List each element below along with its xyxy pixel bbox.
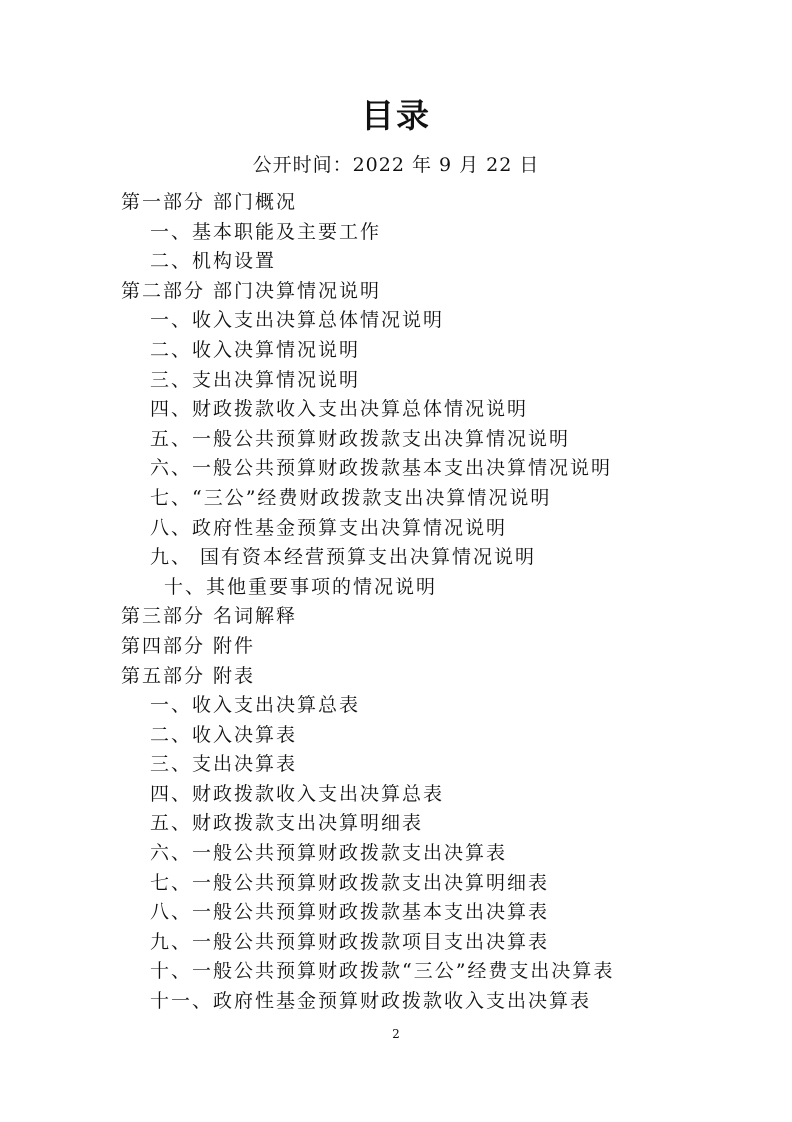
toc-item: 十、其他重要事项的情况说明	[164, 575, 438, 598]
toc-section-heading: 第四部分 附件	[121, 634, 256, 657]
toc-item: 九、一般公共预算财政拨款项目支出决算表	[150, 930, 550, 953]
toc-item: 五、财政拨款支出决算明细表	[150, 812, 424, 835]
toc-item: 八、一般公共预算财政拨款基本支出决算表	[150, 901, 550, 924]
toc-item: 三、支出决算表	[150, 753, 298, 776]
page-title: 目录	[361, 96, 431, 135]
toc-item: 一、基本职能及主要工作	[150, 220, 382, 243]
toc-item: 七、一般公共预算财政拨款支出决算明细表	[150, 871, 550, 894]
publish-date: 公开时间：2022 年 9 月 22 日	[252, 154, 540, 176]
toc-item: 五、一般公共预算财政拨款支出决算情况说明	[150, 427, 571, 450]
toc-item: 七、“三公”经费财政拨款支出决算情况说明	[150, 486, 552, 509]
toc-item: 十一、政府性基金预算财政拨款收入支出决算表	[150, 990, 592, 1013]
toc-item: 二、收入决算表	[150, 723, 298, 746]
toc-item: 一、收入支出决算总体情况说明	[150, 309, 445, 332]
toc-item: 十、一般公共预算财政拨款“三公”经费支出决算表	[150, 960, 615, 983]
toc-item: 三、支出决算情况说明	[150, 368, 361, 391]
toc-section-heading: 第二部分 部门决算情况说明	[121, 279, 382, 302]
toc-section-heading: 第五部分 附表	[121, 664, 256, 687]
toc-section-heading: 第一部分 部门概况	[121, 191, 298, 213]
toc-item: 二、收入决算情况说明	[150, 338, 361, 361]
toc-item: 八、政府性基金预算支出决算情况说明	[150, 516, 508, 539]
table-of-contents	[0, 188, 792, 1017]
page-number: 2	[392, 1027, 400, 1041]
toc-item: 四、财政拨款收入支出决算总表	[150, 782, 445, 805]
toc-item: 二、机构设置	[150, 250, 277, 273]
toc-item: 六、一般公共预算财政拨款基本支出决算情况说明	[150, 457, 613, 480]
toc-item: 一、收入支出决算总表	[150, 694, 361, 717]
toc-item: 六、一般公共预算财政拨款支出决算表	[150, 842, 508, 865]
toc-item: 九、 国有资本经营预算支出决算情况说明	[150, 546, 537, 569]
toc-section-heading: 第三部分 名词解释	[121, 605, 298, 628]
toc-item: 四、财政拨款收入支出决算总体情况说明	[150, 398, 529, 421]
